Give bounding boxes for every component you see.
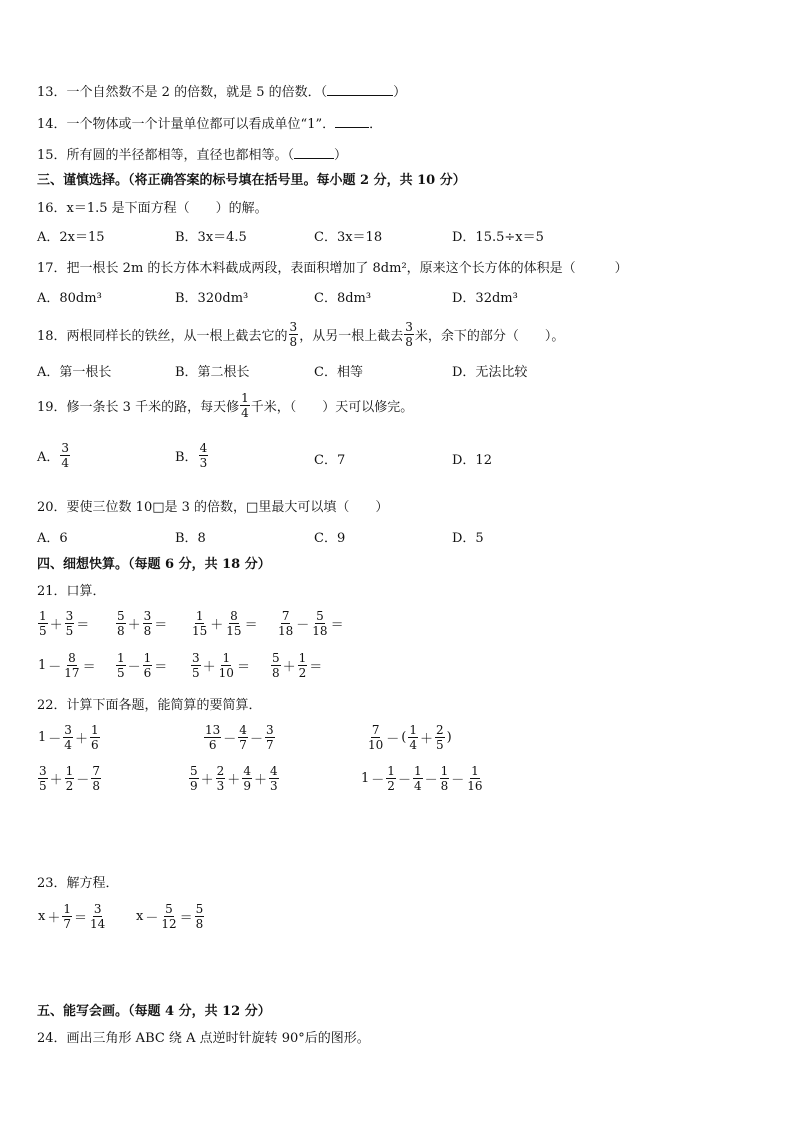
question-13-text: 13．一个自然数不是 2 的倍数，就是 5 的倍数．（ — [37, 85, 328, 100]
oral-calc-4: $\frac{7}{18}$ － $\frac{5}{18}$ ＝ — [278, 609, 344, 638]
equation-1: x ＋ $\frac{1}{7}$ ＝ $\frac{3}{14}$ — [38, 902, 106, 931]
q18-option-a[interactable]: A．第一根长 — [37, 365, 112, 380]
q19-option-d[interactable]: D．12 — [452, 453, 492, 468]
question-14: 14．一个物体或一个计量单位都可以看成单位“1”． ． — [37, 117, 383, 132]
question-19: 19．修一条长 3 千米的路，每天修 $\frac{1}{4}$ 千米，（ ）天可以修完。 — [37, 391, 414, 420]
question-15: 15．所有圆的半径都相等，直径也都相等。（ ） — [37, 148, 348, 163]
answer-blank-13[interactable] — [327, 83, 393, 96]
fraction: $\frac{3}{4}$ — [61, 441, 70, 470]
q20-option-d[interactable]: D．5 — [452, 531, 484, 546]
question-24-text: 24．画出三角形 ABC 绕 A 点逆时针旋转 90°后的图形。 — [37, 1031, 370, 1046]
calc-expr-2: $\frac{13}{6}$ － $\frac{4}{7}$ － $\frac{3}{7}$ — [205, 723, 274, 752]
calc-expr-1: 1 － $\frac{3}{4}$ ＋ $\frac{1}{6}$ — [38, 723, 99, 752]
calc-expr-6: 1 － $\frac{1}{2}$ － $\frac{1}{4}$ － $\frac{1}{8}$ － $\frac{1}{16}$ — [361, 764, 483, 793]
q19-option-a[interactable]: A． $\frac{3}{4}$ — [37, 441, 70, 470]
q17-option-b[interactable]: B．320dm³ — [175, 291, 249, 306]
question-15-text: 15．所有圆的半径都相等，直径也都相等。（ — [37, 148, 295, 163]
section-4-heading: 四、细想快算。（每题 6 分，共 18 分） — [37, 557, 271, 572]
question-18: 18．两根同样长的铁丝，从一根上截去它的 $\frac{3}{8}$ ，从另一根上截去 $\frac{3}{8}$ 米，余下的部分（ ）。 — [37, 320, 565, 349]
q16-option-c[interactable]: C．3x＝18 — [314, 230, 383, 245]
oral-calc-3: $\frac{1}{15}$ ＋ $\frac{8}{15}$ ＝ — [192, 609, 258, 638]
q17-option-d[interactable]: D．32dm³ — [452, 291, 518, 306]
oral-calc-7: $\frac{3}{5}$ ＋ $\frac{1}{10}$ ＝ — [192, 651, 250, 680]
equation-2: x － $\frac{5}{12}$ ＝ $\frac{5}{8}$ — [136, 902, 204, 931]
q18-option-d[interactable]: D．无法比较 — [452, 365, 528, 380]
question-13: 13．一个自然数不是 2 的倍数，就是 5 的倍数．（ ） — [37, 85, 407, 100]
question-21-text: 21．口算． — [37, 584, 106, 599]
question-20-text: 20．要使三位数 10□是 3 的倍数，□里最大可以填（ ） — [37, 500, 389, 515]
oral-calc-6: $\frac{1}{5}$ － $\frac{1}{6}$ ＝ — [117, 651, 168, 680]
q17-option-a[interactable]: A．80dm³ — [37, 291, 102, 306]
oral-calc-1: $\frac{1}{5}$ ＋ $\frac{3}{5}$ ＝ — [39, 609, 90, 638]
fraction: $\frac{4}{3}$ — [199, 441, 208, 470]
q16-option-a[interactable]: A．2x＝15 — [37, 230, 105, 245]
fraction: $\frac{3}{8}$ — [289, 320, 298, 349]
calc-expr-3: $\frac{7}{10}$ － ( $\frac{1}{4}$ ＋ $\frac{2}{5}$ ) — [368, 723, 452, 752]
q20-option-a[interactable]: A．6 — [37, 531, 68, 546]
section-3-heading: 三、谨慎选择。（将正确答案的标号填在括号里。每小题 2 分，共 10 分） — [37, 173, 466, 188]
section-5-heading: 五、能写会画。（每题 4 分，共 12 分） — [37, 1004, 271, 1019]
q17-option-c[interactable]: C．8dm³ — [314, 291, 372, 306]
q16-option-b[interactable]: B．3x＝4.5 — [175, 230, 247, 245]
oral-calc-2: $\frac{5}{8}$ ＋ $\frac{3}{8}$ ＝ — [117, 609, 168, 638]
question-17-text: 17．把一根长 2m 的长方体木料截成两段，表面积增加了 8dm²，原来这个长方体的体积是（ ） — [37, 261, 628, 276]
oral-calc-8: $\frac{5}{8}$ ＋ $\frac{1}{2}$ ＝ — [272, 651, 323, 680]
question-14-text: 14．一个物体或一个计量单位都可以看成单位“1”． — [37, 117, 336, 132]
answer-blank-15[interactable] — [294, 146, 334, 159]
q20-option-b[interactable]: B．8 — [175, 531, 206, 546]
q19-option-b[interactable]: B． $\frac{4}{3}$ — [175, 441, 208, 470]
q18-option-c[interactable]: C．相等 — [314, 365, 363, 380]
question-22-text: 22．计算下面各题，能简算的要简算． — [37, 698, 262, 713]
question-23-text: 23．解方程． — [37, 876, 119, 891]
oral-calc-5: 1 － $\frac{8}{17}$ ＝ — [38, 651, 96, 680]
calc-expr-4: $\frac{3}{5}$ ＋ $\frac{1}{2}$ － $\frac{7}{8}$ — [39, 764, 100, 793]
q16-option-d[interactable]: D．15.5÷x＝5 — [452, 230, 544, 245]
answer-blank-14[interactable] — [335, 115, 369, 128]
question-16-text: 16．x＝1.5 是下面方程（ ）的解。 — [37, 201, 268, 216]
fraction: $\frac{1}{4}$ — [241, 391, 249, 420]
q18-option-b[interactable]: B．第二根长 — [175, 365, 250, 380]
q19-option-c[interactable]: C．7 — [314, 453, 346, 468]
q20-option-c[interactable]: C．9 — [314, 531, 346, 546]
fraction: $\frac{3}{8}$ — [405, 320, 413, 349]
calc-expr-5: $\frac{5}{9}$ ＋ $\frac{2}{3}$ ＋ $\frac{4}{9}$ ＋ $\frac{4}{3}$ — [190, 764, 278, 793]
